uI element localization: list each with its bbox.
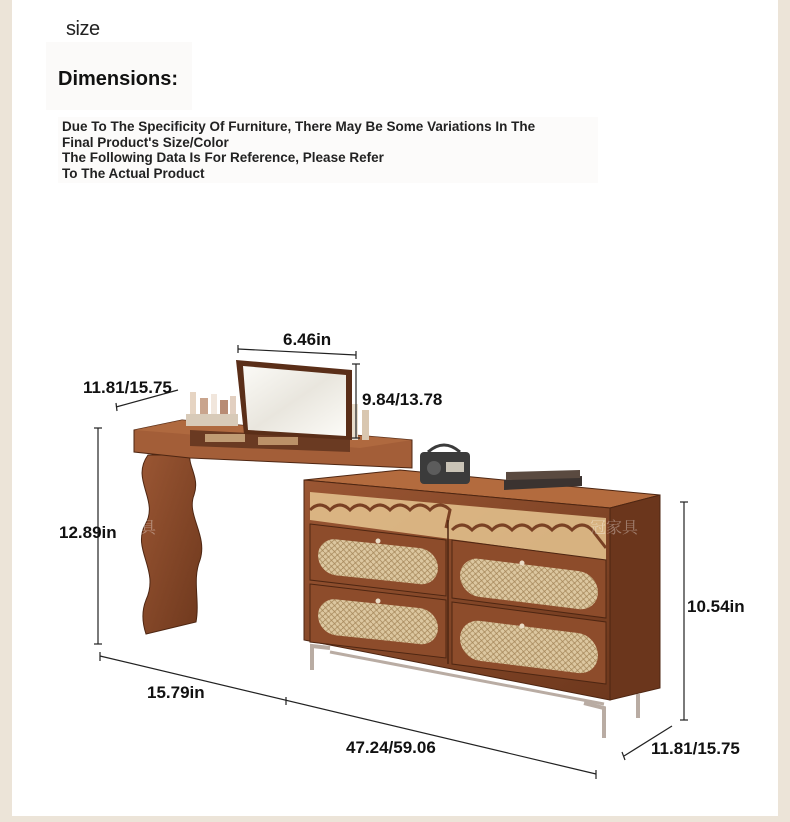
note-variation: Due To The Specificity Of Furniture, There May Be Some Variations In The Final Product's Size/Color (62, 119, 536, 150)
svg-text:具: 具 (140, 518, 157, 537)
dimension-mirror-width: 6.46in (283, 330, 332, 349)
dimension-cabinet-depth: 11.81/15.75 (651, 739, 740, 758)
section-label: size (66, 18, 100, 40)
svg-text:冠家具: 冠家具 (590, 518, 639, 537)
page-title: Dimensions: (58, 68, 179, 90)
dimension-desk-width: 15.79in (147, 683, 205, 702)
dimension-desk-height: 12.89in (59, 523, 117, 542)
desk-wavy-leg (141, 455, 201, 634)
dimension-cabinet-height: 10.54in (687, 597, 745, 616)
dimension-total-width: 47.24/59.06 (346, 738, 436, 757)
note-reference: The Following Data Is For Reference, Please Refer To The Actual Product (62, 150, 384, 181)
dimension-mirror-height: 9.84/13.78 (362, 390, 443, 409)
drawer-cabinet (140, 445, 660, 738)
dimension-top-depth: 11.81/15.75 (83, 378, 172, 397)
